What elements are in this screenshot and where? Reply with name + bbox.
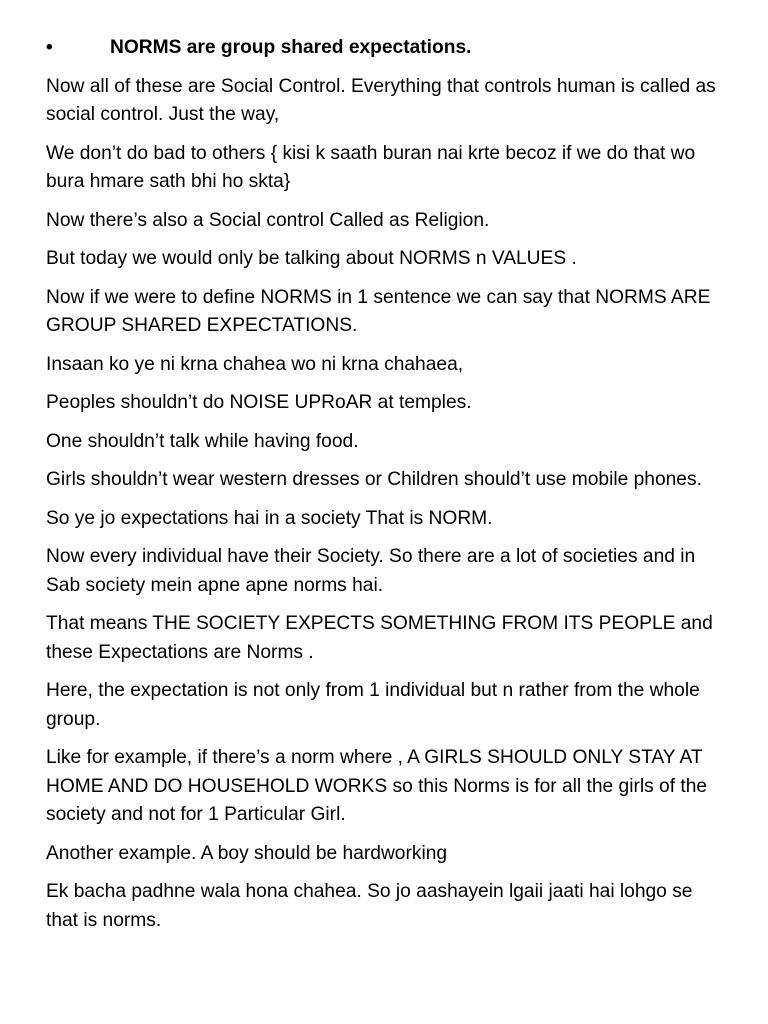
paragraph: We don’t do bad to others { kisi k saath buran nai krte becoz if we do that wo bura hmare sath bhi ho skta} [46,142,696,192]
bullet-heading: NORMS are group shared expectations. [110,37,472,58]
paragraph: Like for example, if there’s a norm where , A GIRLS SHOULD ONLY STAY AT HOME AND DO HOUSEHOLD WORKS so this Norms is for all the girls of the society and not for 1 Particular Girl. [46,747,708,825]
bullet-item [46,34,726,63]
bullet-icon: • [46,37,53,58]
paragraph: Now there’s also a Social control Called as Religion. [46,209,490,231]
paragraph: Now all of these are Social Control. Everything that controls human is called as social control. Just the way, [46,75,716,125]
paragraph: Peoples shouldn’t do NOISE UPRoAR at temples. [46,392,472,413]
paragraph: Ek bacha padhne wala hona chahea. So jo aashayein lgaii jaati hai lohgo se that is norms. [46,881,693,931]
paragraph: But today we would only be talking about NORMS n VALUES . [46,248,577,269]
paragraph: Now if we were to define NORMS in 1 sentence we can say that NORMS ARE GROUP SHARED EXPECTATIONS. [46,286,711,336]
paragraph: Another example. A boy should be hardworking [46,842,448,864]
paragraph: Girls shouldn’t wear western dresses or Children should’t use mobile phones. [46,469,702,490]
paragraph: That means THE SOCIETY EXPECTS SOMETHING FROM ITS PEOPLE and these Expectations are Norms . [46,613,713,663]
paragraph: Insaan ko ye ni krna chahea wo ni krna chahaea, [46,353,464,375]
paragraph: One shouldn’t talk while having food. [46,430,359,452]
document-body [46,34,726,945]
paragraph: Here, the expectation is not only from 1 individual but n rather from the whole group. [46,680,700,730]
paragraph: Now every individual have their Society. So there are a lot of societies and in Sab society mein apne apne norms hai. [46,546,696,596]
paragraph: So ye jo expectations hai in a society That is NORM. [46,507,493,529]
